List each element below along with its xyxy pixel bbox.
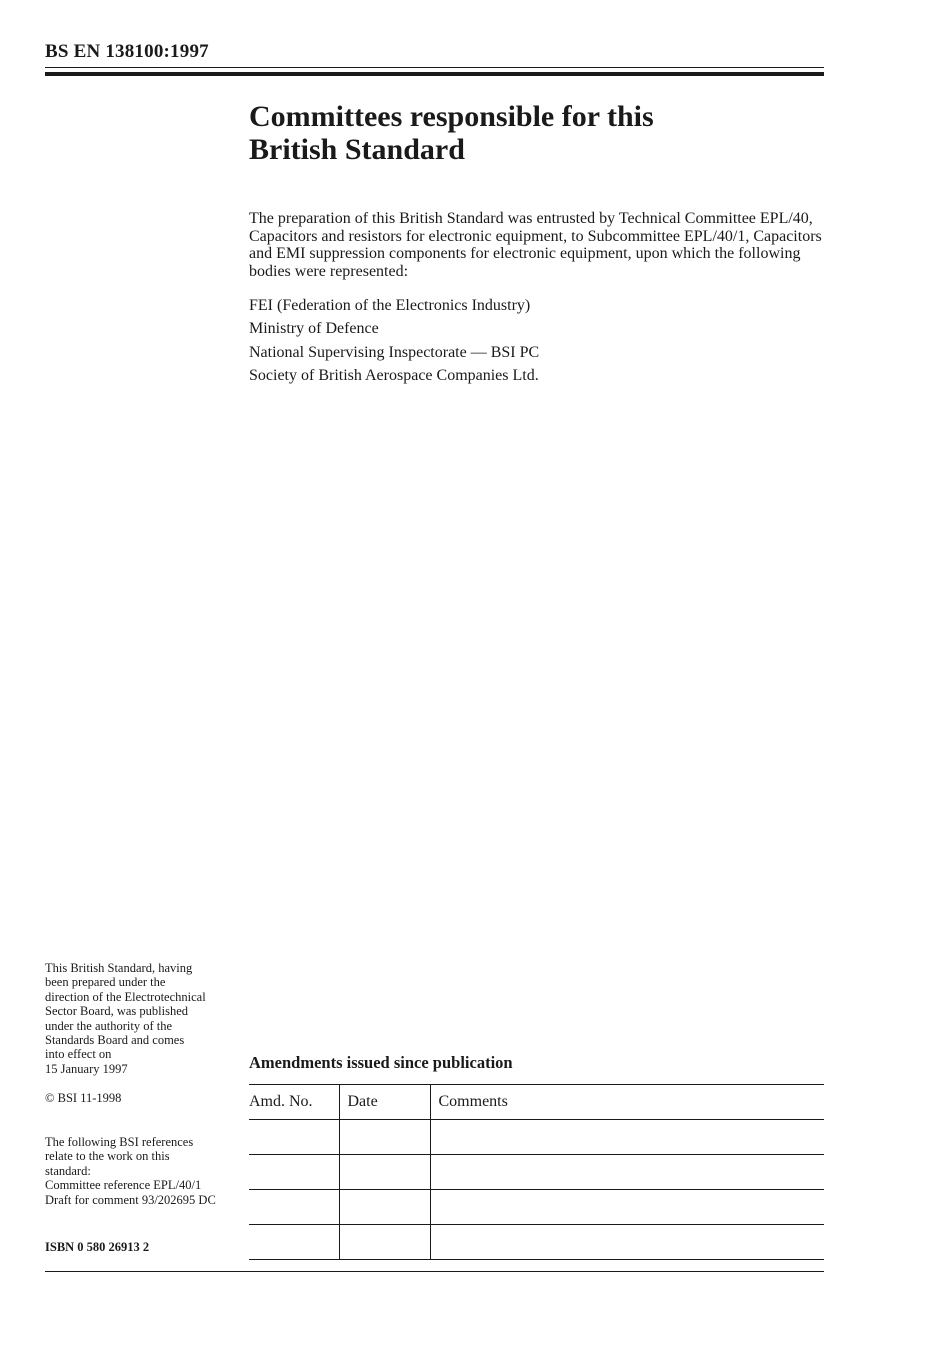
table-row	[249, 1155, 824, 1190]
bsi-references-note	[45, 1135, 245, 1207]
table-row	[249, 1225, 824, 1260]
note-line: Committee reference EPL/40/1	[45, 1178, 202, 1193]
list-item: National Supervising Inspectorate — BSI PC	[249, 343, 540, 361]
table-row	[249, 1120, 824, 1155]
note-line: The following BSI references	[45, 1135, 194, 1149]
note-line: been prepared under the	[45, 975, 166, 990]
copyright-note: © BSI 11-1998	[45, 1091, 122, 1105]
list-item: FEI (Federation of the Electronics Industry)	[249, 297, 531, 314]
header-rule-thin	[45, 67, 824, 68]
table-cell	[249, 1120, 339, 1155]
represented-bodies-list	[249, 297, 539, 390]
column-header-comments: Comments	[430, 1085, 824, 1120]
header-rule-thick	[45, 72, 824, 76]
table-cell	[249, 1190, 339, 1225]
note-line: relate to the work on this	[45, 1149, 170, 1164]
note-line: Sector Board, was published	[45, 1004, 189, 1019]
table-cell	[339, 1190, 430, 1225]
table-cell	[249, 1225, 339, 1260]
note-line: direction of the Electrotechnical	[45, 989, 206, 1004]
table-cell	[339, 1225, 430, 1260]
column-header-date: Date	[339, 1085, 430, 1120]
table-cell	[430, 1120, 824, 1155]
note-line: This British Standard, having	[45, 961, 193, 975]
document-id: BS EN 138100:1997	[45, 41, 209, 62]
note-line: under the authority of the	[45, 1018, 173, 1033]
title-line-2: British Standard	[249, 133, 465, 166]
isbn: ISBN 0 580 26913 2	[45, 1240, 150, 1254]
title-line-1: Committees responsible for this	[249, 100, 654, 133]
column-header-amd-no: Amd. No.	[249, 1085, 339, 1120]
table-cell	[249, 1155, 339, 1190]
note-line: into effect on	[45, 1047, 112, 1062]
note-line: 15 January 1997	[45, 1061, 128, 1076]
table-cell	[339, 1155, 430, 1190]
table-header-row	[249, 1085, 824, 1120]
amendments-table	[249, 1084, 824, 1260]
footer-rule	[45, 1271, 824, 1272]
intro-paragraph: The preparation of this British Standard was entrusted by Technical Committee EPL/40, Capacitors and resistors for electronic equipment, to Subcommittee EPL/40/1, Capacitors and EMI suppression components for electronic equipment, upon which the following bodies were represented:	[249, 210, 822, 280]
amendments-heading: Amendments issued since publication	[249, 1053, 513, 1072]
table-cell	[339, 1120, 430, 1155]
prepared-note	[45, 961, 245, 1076]
page-title	[249, 100, 809, 166]
note-line: Draft for comment 93/202695 DC	[45, 1192, 216, 1207]
note-line: Standards Board and comes	[45, 1033, 185, 1048]
list-item: Society of British Aerospace Companies Ltd.	[249, 366, 539, 384]
table-row	[249, 1190, 824, 1225]
table-cell	[430, 1225, 824, 1260]
note-line: standard:	[45, 1163, 91, 1178]
table-cell	[430, 1155, 824, 1190]
list-item: Ministry of Defence	[249, 320, 379, 338]
table-cell	[430, 1190, 824, 1225]
